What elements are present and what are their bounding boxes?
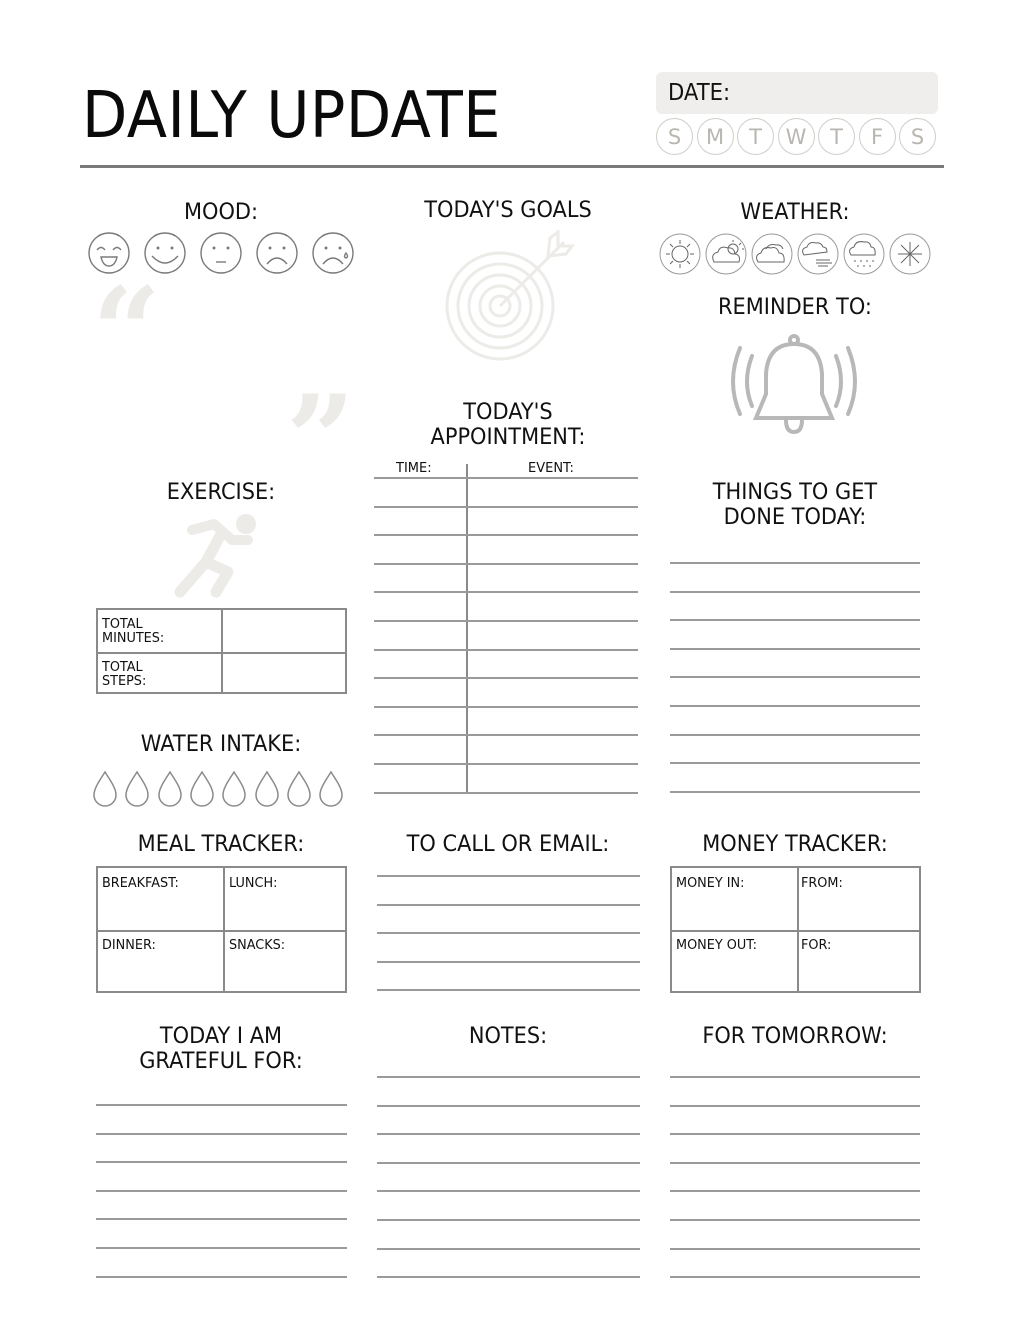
sad-face-icon[interactable] xyxy=(257,233,297,273)
weekday-selector xyxy=(656,118,940,158)
water-intake-heading: WATER INTAKE: xyxy=(140,732,302,757)
for-tomorrow-heading: FOR TOMORROW: xyxy=(702,1024,888,1049)
grateful-heading xyxy=(102,1024,340,1074)
day-friday[interactable]: F xyxy=(859,118,896,155)
tomorrow-line[interactable] xyxy=(670,1219,920,1221)
appointment-row-line[interactable] xyxy=(374,506,638,508)
grateful-line[interactable] xyxy=(96,1276,347,1278)
weather-icons xyxy=(658,232,934,276)
call-email-heading: TO CALL OR EMAIL: xyxy=(406,832,610,857)
total-minutes-line2: MINUTES: xyxy=(102,630,165,646)
header-divider xyxy=(80,165,944,168)
water-drops xyxy=(92,770,352,810)
call-email-line[interactable] xyxy=(377,932,640,934)
appointment-row-line[interactable] xyxy=(374,477,638,479)
appointment-heading-line1: TODAY'S xyxy=(463,400,553,425)
close-quote-icon: ” xyxy=(286,369,356,510)
total-steps-label xyxy=(102,660,146,688)
notes-line[interactable] xyxy=(377,1248,640,1250)
neutral-face-icon[interactable] xyxy=(201,233,241,273)
appointment-column-divider xyxy=(466,464,468,792)
day-wednesday[interactable]: W xyxy=(778,118,815,155)
things-to-do-heading-line2: DONE TODAY: xyxy=(723,505,867,530)
todo-line[interactable] xyxy=(670,619,920,621)
reminder-heading: REMINDER TO: xyxy=(718,295,872,320)
appointment-heading-line2: APPOINTMENT: xyxy=(430,425,586,450)
water-drop-icon[interactable] xyxy=(221,770,247,808)
call-email-line[interactable] xyxy=(377,989,640,991)
appointment-row-line[interactable] xyxy=(374,677,638,679)
appointment-row-line[interactable] xyxy=(374,649,638,651)
notes-line[interactable] xyxy=(377,1133,640,1135)
water-drop-icon[interactable] xyxy=(286,770,312,808)
money-table-divider xyxy=(672,930,921,932)
breakfast-cell[interactable]: BREAKFAST: xyxy=(102,875,179,891)
ringing-bell-icon xyxy=(722,334,866,440)
appointment-heading xyxy=(386,400,629,450)
tomorrow-line[interactable] xyxy=(670,1105,920,1107)
water-drop-icon[interactable] xyxy=(157,770,183,808)
tomorrow-line[interactable] xyxy=(670,1276,920,1278)
water-drop-icon[interactable] xyxy=(124,770,150,808)
things-to-do-heading xyxy=(676,480,914,530)
water-drop-icon[interactable] xyxy=(189,770,215,808)
grateful-line[interactable] xyxy=(96,1161,347,1163)
total-minutes-line1: TOTAL xyxy=(102,616,143,632)
tomorrow-line[interactable] xyxy=(670,1190,920,1192)
todo-line[interactable] xyxy=(670,705,920,707)
call-email-line[interactable] xyxy=(377,875,640,877)
tomorrow-line[interactable] xyxy=(670,1248,920,1250)
weather-heading: WEATHER: xyxy=(740,200,850,225)
snacks-cell[interactable]: SNACKS: xyxy=(229,937,286,953)
meal-tracker-table xyxy=(96,866,347,993)
appointment-row-line[interactable] xyxy=(374,534,638,536)
todo-line[interactable] xyxy=(670,791,920,793)
exercise-heading: EXERCISE: xyxy=(166,480,276,505)
open-quote-icon: “ xyxy=(92,261,162,402)
target-arrow-icon xyxy=(440,230,580,370)
cloudy-icon[interactable] xyxy=(752,234,792,274)
appointment-row-line[interactable] xyxy=(374,563,638,565)
water-drop-icon[interactable] xyxy=(318,770,344,808)
todo-line[interactable] xyxy=(670,591,920,593)
todo-line[interactable] xyxy=(670,762,920,764)
appointment-row-line[interactable] xyxy=(374,620,638,622)
call-email-line[interactable] xyxy=(377,961,640,963)
things-to-do-heading-line1: THINGS TO GET xyxy=(712,480,878,505)
money-in-cell[interactable]: MONEY IN: xyxy=(676,875,745,891)
notes-line[interactable] xyxy=(377,1190,640,1192)
partly-cloudy-icon[interactable] xyxy=(706,234,746,274)
money-tracker-table xyxy=(670,866,921,993)
tomorrow-line[interactable] xyxy=(670,1162,920,1164)
todo-line[interactable] xyxy=(670,562,920,564)
crying-face-icon[interactable] xyxy=(313,233,353,273)
total-steps-field[interactable] xyxy=(223,654,347,694)
event-column-header: EVENT: xyxy=(528,461,574,476)
notes-line[interactable] xyxy=(377,1162,640,1164)
total-minutes-label xyxy=(102,617,164,645)
total-steps-line1: TOTAL xyxy=(102,659,143,675)
todo-line[interactable] xyxy=(670,648,920,650)
exercise-table xyxy=(96,608,347,694)
lunch-cell[interactable]: LUNCH: xyxy=(229,875,278,891)
meal-tracker-heading: MEAL TRACKER: xyxy=(137,832,305,857)
day-tuesday[interactable]: T xyxy=(737,118,774,155)
appointment-row-line[interactable] xyxy=(374,792,638,794)
rain-icon[interactable] xyxy=(844,234,884,274)
day-monday[interactable]: M xyxy=(697,118,734,155)
appointment-row-line[interactable] xyxy=(374,763,638,765)
tomorrow-line[interactable] xyxy=(670,1133,920,1135)
todo-line[interactable] xyxy=(670,676,920,678)
water-drop-icon[interactable] xyxy=(254,770,280,808)
snow-icon[interactable] xyxy=(890,234,930,274)
grateful-line[interactable] xyxy=(96,1247,347,1249)
appointment-row-line[interactable] xyxy=(374,734,638,736)
date-label: DATE: xyxy=(668,80,731,106)
todo-line[interactable] xyxy=(670,734,920,736)
water-drop-icon[interactable] xyxy=(92,770,118,808)
notes-line[interactable] xyxy=(377,1219,640,1221)
goals-heading: TODAY'S GOALS xyxy=(424,198,592,223)
dinner-cell[interactable]: DINNER: xyxy=(102,937,156,953)
money-tracker-heading: MONEY TRACKER: xyxy=(702,832,888,857)
notes-heading: NOTES: xyxy=(468,1024,548,1049)
call-email-line[interactable] xyxy=(377,904,640,906)
tomorrow-line[interactable] xyxy=(670,1076,920,1078)
day-thursday[interactable]: T xyxy=(818,118,855,155)
page-title: DAILY UPDATE xyxy=(82,79,501,153)
total-minutes-field[interactable] xyxy=(223,610,347,652)
mood-heading: MOOD: xyxy=(183,200,259,225)
appointment-row-line[interactable] xyxy=(374,706,638,708)
grateful-line[interactable] xyxy=(96,1104,347,1106)
notes-line[interactable] xyxy=(377,1276,640,1278)
time-column-header: TIME: xyxy=(396,461,432,476)
for-cell[interactable]: FOR: xyxy=(801,937,832,953)
from-cell[interactable]: FROM: xyxy=(801,875,843,891)
notes-line[interactable] xyxy=(377,1105,640,1107)
notes-line[interactable] xyxy=(377,1076,640,1078)
appointment-row-line[interactable] xyxy=(374,591,638,593)
windy-icon[interactable] xyxy=(798,234,838,274)
total-steps-line2: STEPS: xyxy=(102,673,147,689)
grateful-line[interactable] xyxy=(96,1133,347,1135)
grateful-line[interactable] xyxy=(96,1190,347,1192)
day-saturday[interactable]: S xyxy=(899,118,936,155)
grateful-heading-line1: TODAY I AM xyxy=(159,1024,283,1049)
runner-icon xyxy=(170,510,266,600)
money-out-cell[interactable]: MONEY OUT: xyxy=(676,937,758,953)
date-field[interactable] xyxy=(656,72,938,114)
meal-table-divider xyxy=(98,930,347,932)
grateful-line[interactable] xyxy=(96,1218,347,1220)
grateful-heading-line2: GRATEFUL FOR: xyxy=(139,1049,303,1074)
sunny-icon[interactable] xyxy=(660,234,700,274)
day-sunday[interactable]: S xyxy=(656,118,693,155)
